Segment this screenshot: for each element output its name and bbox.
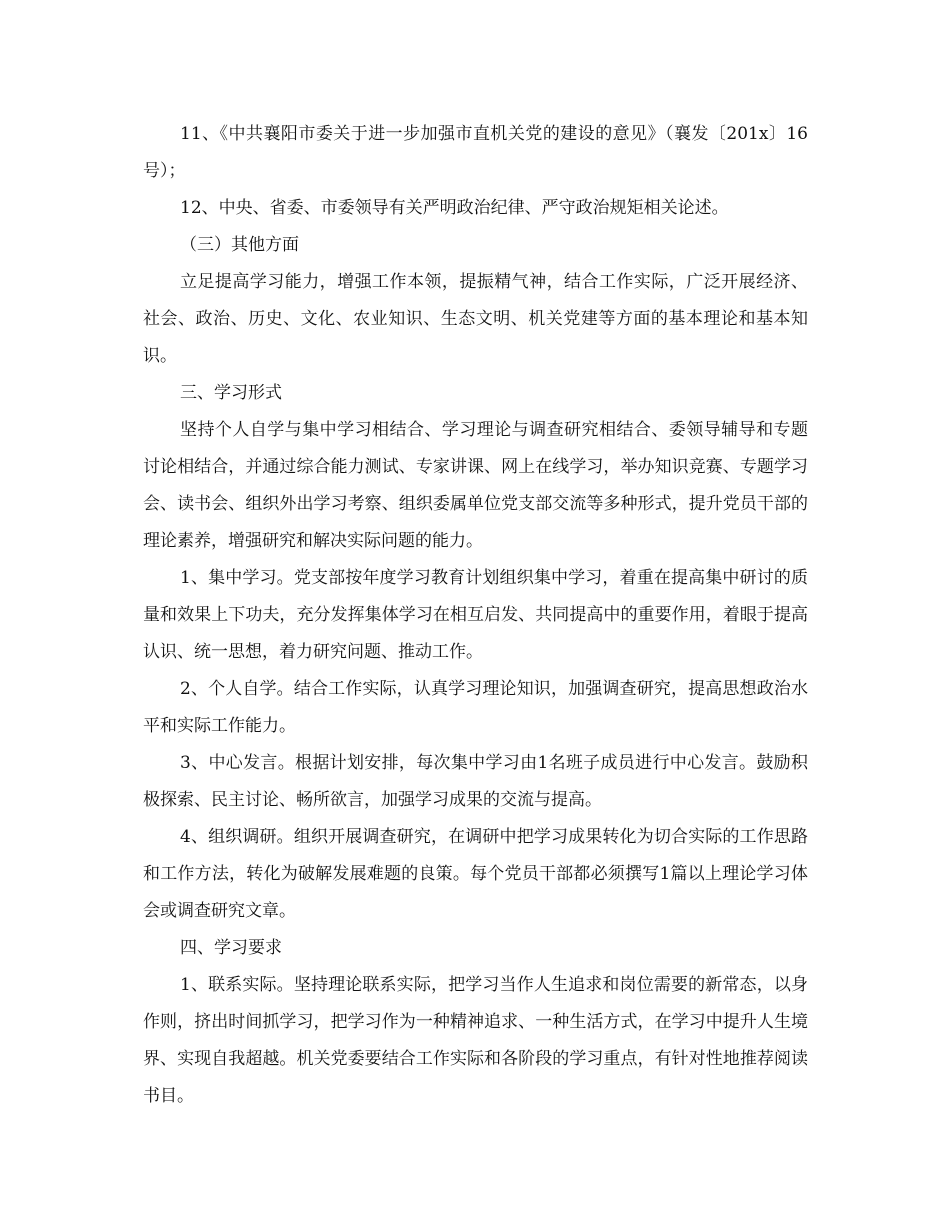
paragraph-learning-forms: 坚持个人自学与集中学习相结合、学习理论与调查研究相结合、委领导辅导和专题讨论相结合，并通过综合能力测试、专家讲课、网上在线学习，举办知识竞赛、专题学习会、读书会、组织外出学习考察、组织委属单位党支部交流等多种形式，提升党员干部的理论素养，增强研究和解决实际问题的能力。 <box>143 420 808 551</box>
paragraph-research: 4、组织调研。组织开展调查研究，在调研中把学习成果转化为切合实际的工作思路和工作方法，转化为破解发展难题的良策。每个党员干部都必须撰写1篇以上理论学习体会或调查研究文章。 <box>143 827 808 921</box>
document-body <box>143 116 808 1115</box>
paragraph-centralized-learning: 1、集中学习。党支部按年度学习教育计划组织集中学习，着重在提高集中研讨的质量和效果上下功夫，充分发挥集体学习在相互启发、共同提高中的重要作用，着眼于提高认识、统一思想，着力研究问题、推动工作。 <box>143 568 808 662</box>
paragraph-self-study: 2、个人自学。结合工作实际，认真学习理论知识，加强调查研究，提高思想政治水平和实际工作能力。 <box>143 679 808 736</box>
heading-learning-requirements: 四、学习要求 <box>180 938 282 958</box>
paragraph-other-aspects: 立足提高学习能力，增强工作本领，提振精气神，结合工作实际，广泛开展经济、社会、政治、历史、文化、农业知识、生态文明、机关党建等方面的基本理论和基本知识。 <box>143 272 808 366</box>
paragraph-item-11: 11、《中共襄阳市委关于进一步加强市直机关党的建设的意见》（襄发〔201x〕16号）； <box>143 124 808 181</box>
paragraph-central-speech: 3、中心发言。根据计划安排，每次集中学习由1名班子成员进行中心发言。鼓励积极探索、民主讨论、畅所欲言，加强学习成果的交流与提高。 <box>143 753 808 810</box>
paragraph-item-12: 12、中央、省委、市委领导有关严明政治纪律、严守政治规矩相关论述。 <box>180 198 729 218</box>
paragraph-practical-connection: 1、联系实际。坚持理论联系实际，把学习当作人生追求和岗位需要的新常态，以身作则，挤出时间抓学习，把学习作为一种精神追求、一种生活方式，在学习中提升人生境界、实现自我超越。机关党委要结合工作实际和各阶段的学习重点，有针对性地推荐阅读书目。 <box>143 975 808 1106</box>
subheading-other-aspects: （三）其他方面 <box>180 235 299 255</box>
heading-learning-forms: 三、学习形式 <box>180 383 282 403</box>
